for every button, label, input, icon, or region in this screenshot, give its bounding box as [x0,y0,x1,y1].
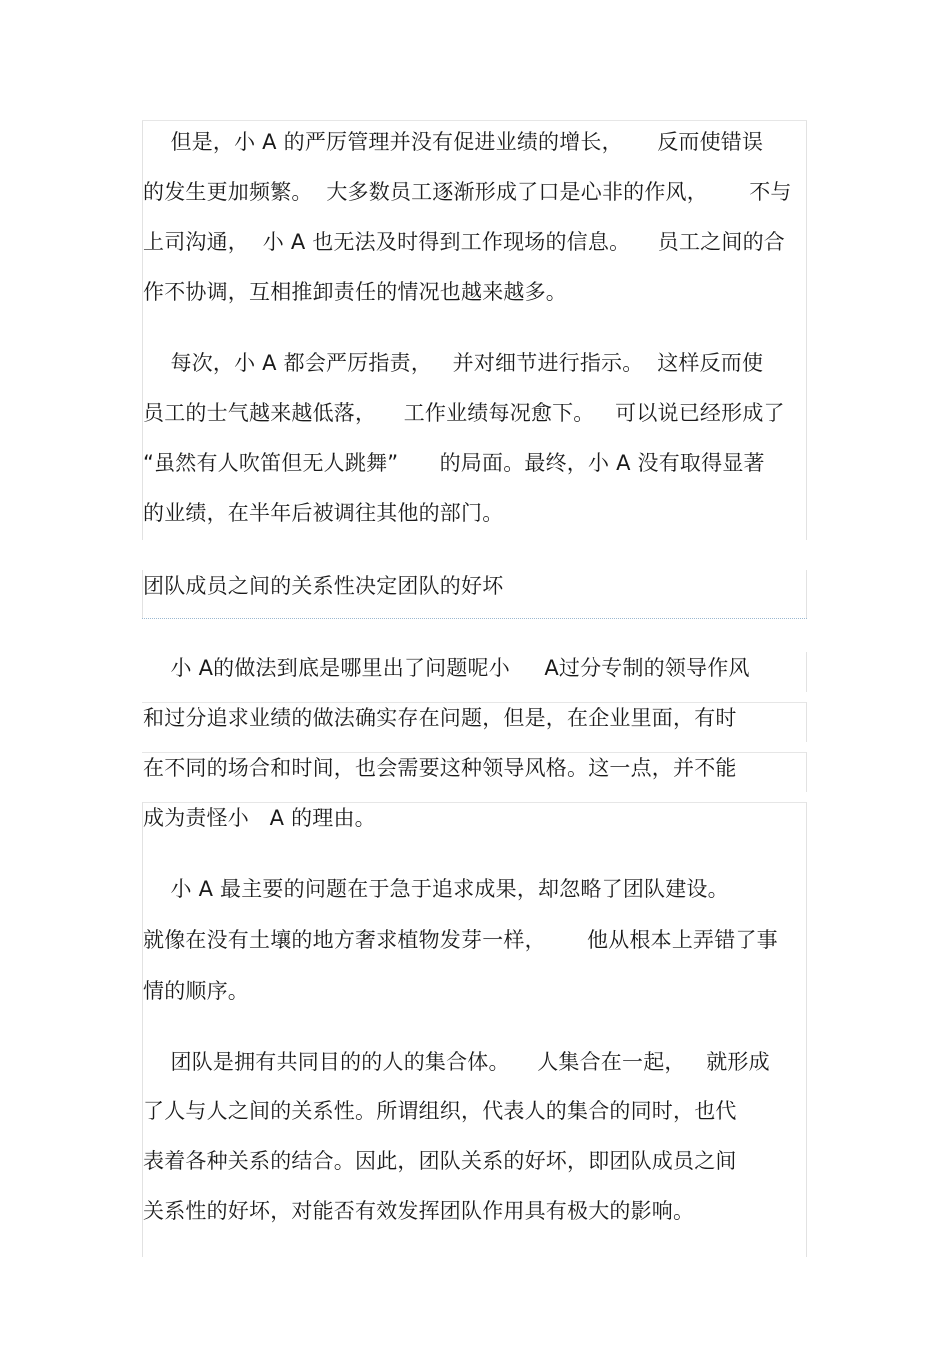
frame-top-rule [142,120,807,121]
paragraph-1-line-2: 的发生更加频繁。 大多数员工逐渐形成了口是心非的作风， 不与 [143,180,792,204]
paragraph-4-line-2: 就像在没有土壤的地方奢求植物发芽一样， 他从根本上弄错了事 [143,928,778,952]
paragraph-5-line-3: 表着各种关系的结合。因此，团队关系的好坏，即团队成员之间 [143,1149,737,1173]
paragraph-2-line-1: 每次，小 A 都会严厉指责， 并对细节进行指示。 这样反而使 [143,351,764,375]
frame-right-rule-2 [806,652,807,692]
heading-dotted-underline [142,618,807,619]
paragraph-5-line-2: 了人与人之间的关系性。所谓组织，代表人的集合的同时，也代 [143,1099,737,1123]
paragraph-2-line-2: 员工的士气越来越低落， 工作业绩每况愈下。 可以说已经形成了 [143,401,785,425]
frame-right-rule-4 [806,752,807,792]
paragraph-2-line-4: 的业绩，在半年后被调往其他的部门。 [143,501,504,525]
paragraph-5-line-4: 关系性的好坏，对能否有效发挥团队作用具有极大的影响。 [143,1199,695,1223]
frame-right-rule-3 [806,702,807,742]
paragraph-1-line-4: 作不协调，互相推卸责任的情况也越来越多。 [143,280,567,304]
frame-left-rule-2 [142,802,143,1257]
paragraph-1-line-1: 但是，小 A 的严厉管理并没有促进业绩的增长， 反而使错误 [143,130,764,154]
paragraph-4-line-1: 小 A 最主要的问题在于急于追求成果，却忽略了团队建设。 [143,877,729,901]
paragraph-3-line-4: 成为责怪小 A 的理由。 [143,806,376,830]
frame-right-rule-5 [806,802,807,1257]
paragraph-2-line-3: “虽然有人吹笛但无人跳舞” 的局面。最终，小 A 没有取得显著 [143,451,765,475]
paragraph-4-line-3: 情的顺序。 [143,979,249,1003]
paragraph-3-line-2: 和过分追求业绩的做法确实存在问题，但是，在企业里面，有时 [143,706,737,730]
paragraph-1-line-3: 上司沟通， 小 A 也无法及时得到工作现场的信息。 员工之间的合 [143,230,785,254]
heading-right-rule [806,570,807,618]
paragraph-3-line-1: 小 A的做法到底是哪里出了问题呢小 A过分专制的领导作风 [143,656,750,680]
row-rule-1 [142,702,807,703]
frame-right-rule [806,120,807,540]
paragraph-5-line-1: 团队是拥有共同目的的人的集合体。 人集合在一起， 就形成 [143,1050,770,1074]
section-heading: 团队成员之间的关系性决定团队的好坏 [143,574,504,598]
paragraph-3-line-3: 在不同的场合和时间，也会需要这种领导风格。这一点，并不能 [143,756,737,780]
row-rule-2 [142,752,807,753]
row-rule-3 [142,802,807,803]
